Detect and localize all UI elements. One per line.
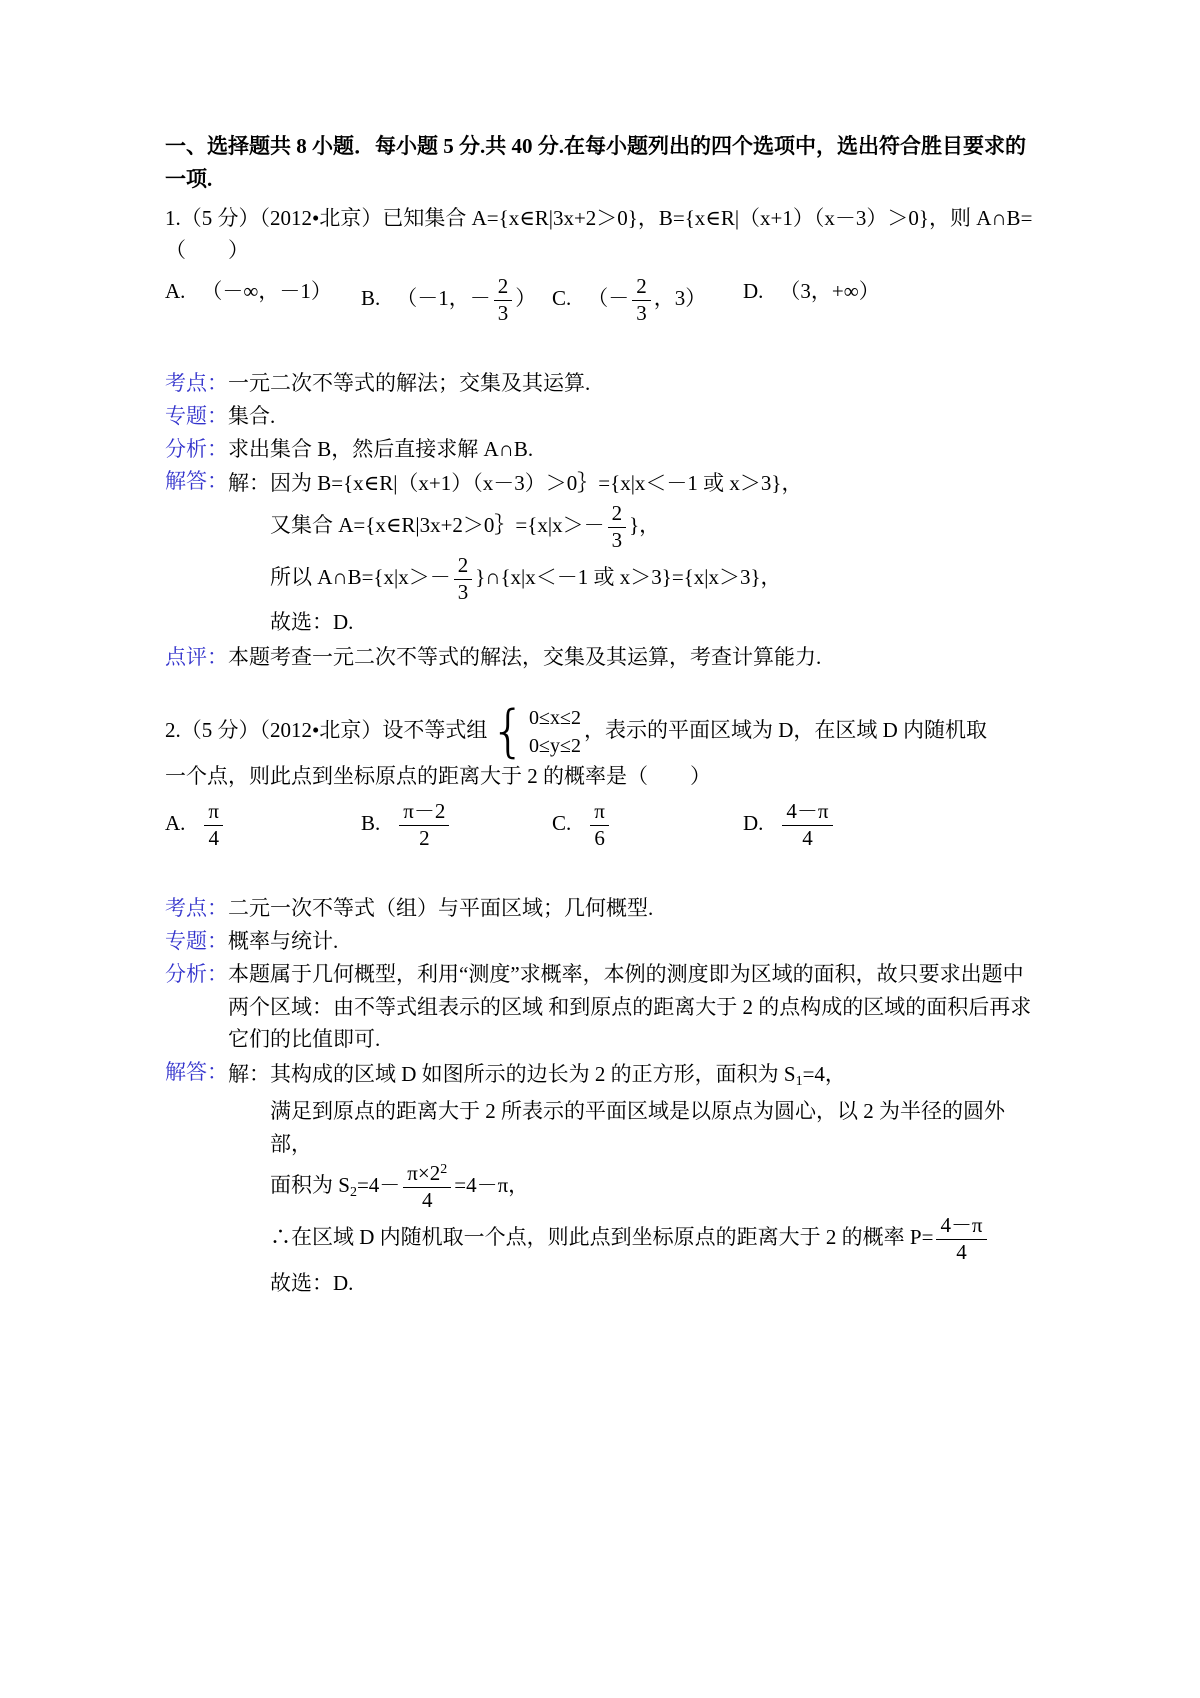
q2-jieda-content <box>228 1056 1044 1301</box>
fraction: $\frac{2}{3}$ <box>608 502 627 552</box>
q1-stem: 1.（5 分）（2012•北京）已知集合 A={x∈R|3x+2＞0}，B={x∈R|（x+1）（x－3）＞0}，则 A∩B=（ ） <box>165 205 1033 263</box>
q2-fenxi-text: 本题属于几何概型，利用“测度”求概率，本例的测度即为区域的面积，故只要求出题中两个区域：由不等式组表示的区域 和到原点的距离大于 2 的点构成的区域的面积后再求它们的比值即可. <box>228 961 1032 1052</box>
q2-jieda-answer: 故选：D. <box>270 1270 354 1295</box>
q1-option-c-text: （－ <box>587 285 630 310</box>
q2-stem-pre: 2.（5 分）（2012•北京）设不等式组 <box>165 717 488 742</box>
q2-option-d-label: D. <box>743 811 764 836</box>
zhuanti-label: 专题： <box>165 929 228 954</box>
q1-option-a <box>165 275 361 308</box>
q1-option-c: C. （－ $\frac{2}{3}$ ，3） <box>552 274 707 325</box>
q1-option-a-label: A. <box>165 279 186 303</box>
fraction: $\frac{4-\pi}{4}$ <box>782 800 832 850</box>
section-header: 一、选择题共 8 小题．每小题 5 分.共 40 分.在每小题列出的四个选项中，选出符合胜目要求的一项. <box>165 134 1026 191</box>
fraction: $\frac{2}{3}$ <box>454 554 473 604</box>
q1-fenxi-text: 求出集合 B，然后直接求解 A∩B. <box>228 436 534 461</box>
q2-kaodian-text: 二元一次不等式（组）与平面区域；几何概型. <box>228 896 654 921</box>
system-row-2: 0≤y≤2 <box>529 734 581 757</box>
q1-jieda-line1: 解：因为 B={x∈R|（x+1）（x－3）＞0｝={x|x＜－1 或 x＞3}， <box>228 471 803 496</box>
q2-stem-post: ，表示的平面区域为 D，在区域 D 内随机取 <box>583 717 988 742</box>
subscript: 1 <box>795 1074 803 1090</box>
q2-kaodian-row <box>165 892 1044 925</box>
fraction: $\frac{\pi\times 2^2}{4}$ <box>403 1162 451 1212</box>
q1-options <box>165 275 1044 325</box>
fraction: $\frac{4-\pi}{4}$ <box>936 1214 986 1264</box>
dianping-label: 点评： <box>165 644 228 669</box>
q2-jieda-line4: ∴在区域 D 内随机取一个点，则此点到坐标原点的距离大于 2 的概率 P= $\frac{4-\pi}{4}$ <box>270 1214 1044 1264</box>
fenxi-label: 分析： <box>165 436 228 461</box>
brace-glyph: { <box>490 699 526 764</box>
fraction: $\frac{\pi}{6}$ <box>590 800 609 850</box>
q2-stem-line2: 一个点，则此点到坐标原点的距离大于 2 的概率是（ ） <box>165 763 711 788</box>
q1-kaodian-row <box>165 367 1044 400</box>
q1-jieda-content <box>228 465 1044 641</box>
q1-option-b: B. （－1，－ $\frac{2}{3}$ ） <box>361 274 537 325</box>
q1-zhuanti-text: 集合. <box>228 403 276 428</box>
q1-jieda-line2: 又集合 A={x∈R|3x+2＞0｝={x|x＞－ $\frac{2}{3}$ }， <box>270 501 661 552</box>
q1-fenxi-row <box>165 433 1044 466</box>
q1-jieda-answer: 故选：D. <box>270 610 354 635</box>
q2-option-a-label: A. <box>165 811 186 836</box>
q1-dianping-text: 本题考查一元二次不等式的解法，交集及其运算，考查计算能力. <box>228 644 822 669</box>
q1-option-c-label: C. <box>552 285 572 310</box>
q2-jieda-line1: 解：其构成的区域 D 如图所示的边长为 2 的正方形，面积为 $S_1=4$， <box>228 1062 846 1090</box>
q1-option-d <box>743 275 1044 308</box>
superscript: 2 <box>440 1162 448 1178</box>
q1-jieda-row <box>165 465 1044 641</box>
q2-fenxi-row <box>165 958 1044 1056</box>
q2-zhuanti-row <box>165 925 1044 958</box>
q2-jieda-row <box>165 1056 1044 1301</box>
q2-stem <box>165 699 1044 764</box>
inequality-system <box>490 699 581 764</box>
fraction: $\frac{2}{3}$ <box>632 275 651 325</box>
system-row-1: 0≤x≤2 <box>529 706 581 729</box>
kaodian-label: 考点： <box>165 371 228 396</box>
q1-option-b-text: （－1，－ <box>396 285 491 310</box>
jieda-label: 解答： <box>165 469 228 494</box>
q2-options <box>165 800 1044 850</box>
zhuanti-label: 专题： <box>165 403 228 428</box>
q1-option-d-label: D. <box>743 279 764 303</box>
q1-option-b-label: B. <box>361 285 381 310</box>
subscript: 2 <box>349 1185 357 1201</box>
q1-option-a-text: （－∞，－1） <box>201 279 332 303</box>
q1-option-d-text: （3，+∞） <box>779 279 880 303</box>
q2-option-c <box>552 800 743 850</box>
q1-dianping-row <box>165 641 1044 674</box>
kaodian-label: 考点： <box>165 896 228 921</box>
q2-option-b-label: B. <box>361 811 381 836</box>
q2-option-d <box>743 800 1044 850</box>
q2-zhuanti-text: 概率与统计. <box>228 929 339 954</box>
q1-zhuanti-row <box>165 400 1044 433</box>
q2-jieda-line2: 满足到原点的距离大于 2 所表示的平面区域是以原点为圆心，以 2 为半径的圆外部， <box>270 1098 1005 1156</box>
fraction: $\frac{\pi}{4}$ <box>204 800 223 850</box>
fraction: $\frac{2}{3}$ <box>494 275 513 325</box>
q2-option-b <box>361 800 552 850</box>
q1-kaodian-text: 一元二次不等式的解法；交集及其运算. <box>228 371 591 396</box>
q1-jieda-line3: 所以 A∩B={x|x＞－ $\frac{2}{3}$ }∩{x|x＜－1 或 x＞3}={x|x＞3}， <box>270 553 782 604</box>
fraction: $\frac{\pi-2}{2}$ <box>399 800 449 850</box>
q2-jieda-line3: 面积为 $S_2=4-$ $\frac{\pi\times 2^2}{4}$ =4－π， <box>270 1161 530 1212</box>
fenxi-label: 分析： <box>165 961 228 986</box>
q2-option-c-label: C. <box>552 811 572 836</box>
q2-option-a <box>165 800 361 850</box>
jieda-label: 解答： <box>165 1060 228 1085</box>
